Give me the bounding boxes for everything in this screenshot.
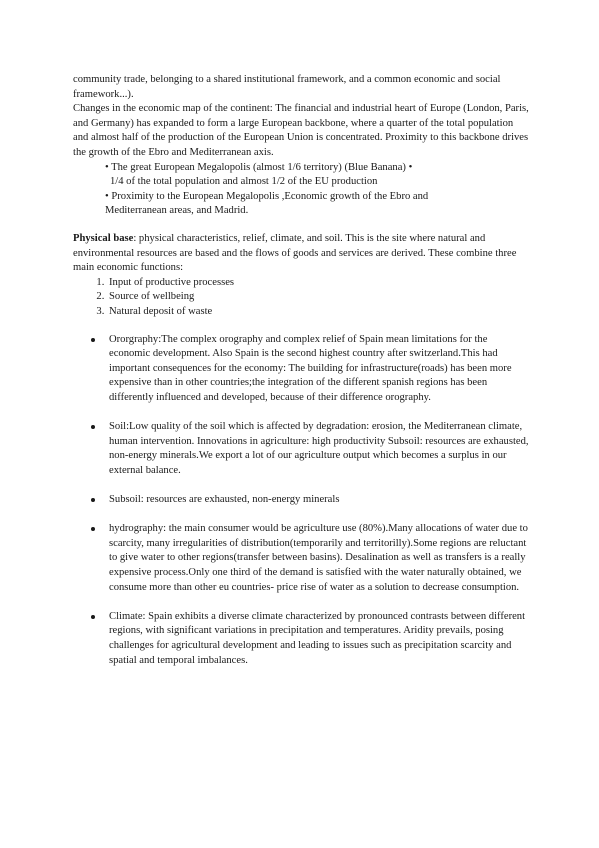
megalopolis-line: Mediterranean areas, and Madrid. <box>105 205 249 217</box>
changes-paragraph: Changes in the economic map of the continent: The financial and industrial heart of Europe (London, Paris, and Germany) has expanded to form a large European backbone, where a quarter of the total population and almost half of the production of the European Union is concentrated. Proximity to this backbone drives the growth of the Ebro and Mediterranean axis. <box>73 103 529 158</box>
megalopolis-line: 1/4 of the total population and almost 1/2 of the EU production <box>110 176 378 188</box>
functions-list <box>73 276 529 320</box>
bullet-icon <box>91 615 95 619</box>
topic-text: hydrography: the main consumer would be agriculture use (80%).Many allocations of water due to scarcity, many irregularities of distribution(temporarily and territorilly).Some regions are reluctant to give water to other regions(transfer between basins). Desalination as well as transfers is a really expensive process.Only one third of the demand is satisfied with the water naturally obtained, we consume more than other eu countries- price rise of water as a solution to decrease consumption. <box>109 523 528 593</box>
topic-item <box>73 420 529 478</box>
physical-base-paragraph <box>73 232 529 276</box>
function-item: 2. Source of wellbeing <box>107 290 529 305</box>
megalopolis-line: • Proximity to the European Megalopolis ,Economic growth of the Ebro and <box>105 190 429 202</box>
megalopolis-item <box>105 161 529 190</box>
physical-base-text: : physical characteristics, relief, climate, and soil. This is the site where natural and environmental resources are based and the flows of goods and services are derived. These combine three main economic functions: <box>73 232 517 274</box>
topic-text: Ororgraphy:The complex orography and complex relief of Spain mean limitations for the economic development. Also Spain is the second highest country after switzerland.This had important consequences for the economy: The building for infrastructure(roads) has been more expensive than in other countries;the integration of the different spanish regions has been differently influenced and developed, because of their difference orography. <box>109 333 512 403</box>
topic-text: Soil:Low quality of the soil which is affected by degradation: erosion, the Mediterranean climate, human intervention. Innovations in agriculture: high productivity Subsoil: resources are exhausted, non-energy minerals.We export a lot of our agriculture output which becomes a surplus in our external balance. <box>109 421 529 476</box>
topic-text: Climate: Spain exhibits a diverse climate characterized by pronounced contrasts between different regions, with significant variations in precipitation and temperatures. Aridity prevails, posing challenges for agricultural development and leading to issues such as precipitation scarcity and spatial and temporal imbalances. <box>109 610 526 666</box>
megalopolis-list <box>105 161 529 219</box>
topic-item <box>73 522 529 595</box>
bullet-icon <box>91 527 95 531</box>
intro-continuation: community trade, belonging to a shared institutional framework, and a common economic and social framework...). <box>73 74 501 100</box>
function-item: 1. Input of productive processes <box>107 276 529 291</box>
bullet-icon <box>91 425 95 429</box>
megalopolis-line: • The great European Megalopolis (almost 1/6 territory) (Blue Banana) • <box>105 161 413 173</box>
topic-text: Subsoil: resources are exhausted, non-energy minerals <box>109 494 340 506</box>
bullet-icon <box>91 498 95 502</box>
physical-base-label: Physical base <box>73 232 134 244</box>
topic-item <box>73 493 529 508</box>
megalopolis-item <box>105 190 529 219</box>
topic-item <box>73 610 529 668</box>
bullet-icon <box>91 338 95 342</box>
topics-list <box>73 333 529 669</box>
topic-item <box>73 333 529 406</box>
function-item: 3. Natural deposit of waste <box>107 305 529 320</box>
